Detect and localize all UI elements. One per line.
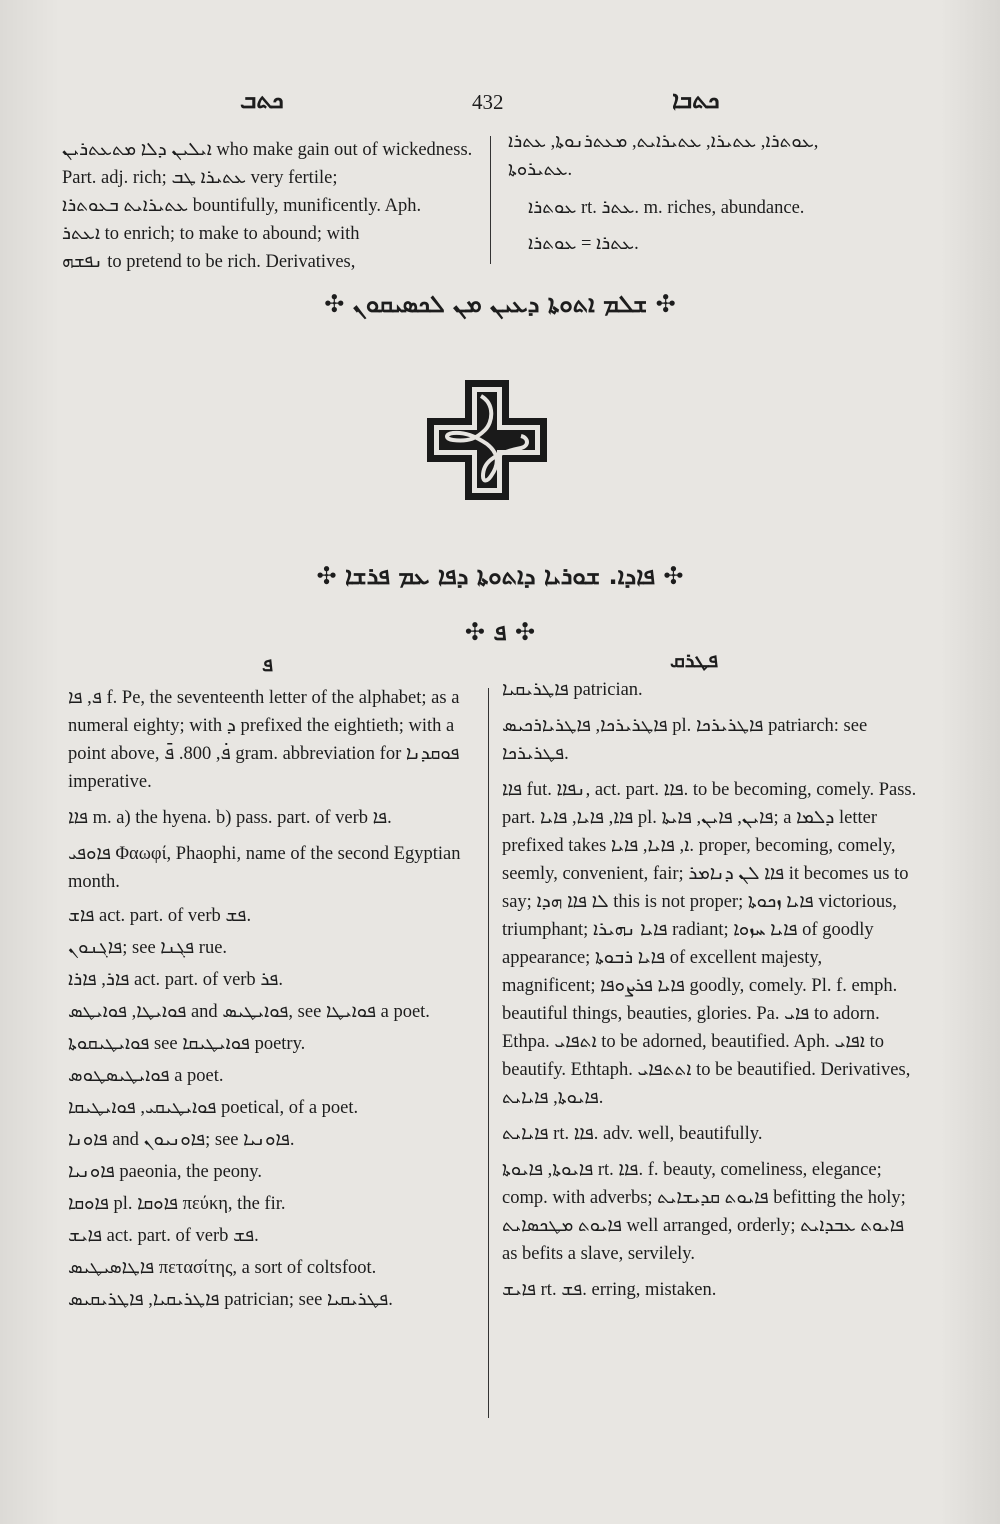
text-line: ܥܬܝܪܐܝܬ ܒܥܘܬܪܐ bountifully, munificently. Aph. (62, 196, 422, 216)
dictionary-entry: ܦܐܘܢܝܐ paeonia, the peony. (68, 1162, 262, 1182)
column-head-left: ܦ (262, 652, 273, 676)
section-begin-title: ✣ ܦܐܕܐ. ܫܘܪܝܐ ܕܐܬܘܬܐ ܕܦܐ ܥܡ ܦܪܫܐ ✣ (316, 562, 684, 590)
dictionary-entry: ܦܐܘܦܝ Φαωφί, Phaophi, name of the second Egyptian month. (68, 844, 461, 892)
dictionary-entry: ܦܐܛܪܝܩܝܐ patrician. (502, 680, 643, 700)
dictionary-entry: ܦܐܝܫ act. part. of verb ܦܫ. (68, 1226, 259, 1246)
text-line: ܥܬܝܪܘܬܐ. (508, 160, 573, 180)
column-divider (488, 688, 489, 1418)
header-left-word: ܟܬܒ (240, 88, 284, 114)
text-line: ܐܥܬܪ to enrich; to make to abound; with (62, 224, 360, 244)
dictionary-entry: ܦ, ܦܐ f. Pe, the seventeenth letter of the alphabet; as a numeral eighty; with ܕ prefixed the eightieth; with a point above, ܦ̇, 800. ܦ̄ gram. abbreviation for ܦܘܩܕܢܐ imperative. (68, 688, 460, 792)
section-end-title: ✣ ܫܠܡ ܐܬܘܬܐ ܕܥܝܢ ܡܢ ܠܟܣܝܩܘܢ ✣ (324, 290, 676, 318)
dictionary-entry: ܦܐܛܪܝܩܝܐ, ܦܐܛܪܝܩܝܣ patrician; see ܦܛܪܝܩܝܐ. (68, 1290, 393, 1310)
page-number: 432 (472, 90, 504, 114)
text-line: ܥܘܬܪܐ rt. ܥܬܪ. m. riches, abundance. (528, 198, 805, 218)
text-line: ܥܬܪܐ = ܥܘܬܪܐ. (528, 234, 639, 254)
header-right-word: ܟܬܒܐ (672, 88, 720, 114)
dictionary-entry: ܦܘܐܝܛܐ, ܦܘܐܝܛܣ and ܦܘܐܝܛܝܣ, see ܦܘܐܝܛܐ a poet. (68, 1002, 430, 1022)
dictionary-entry: ܦܐܘܢܐ and ܦܐܘܢܝܘܢ; see ܦܐܘܢܝܐ. (68, 1130, 295, 1150)
column-head-right: ܦܛܪܩ (670, 648, 719, 672)
dictionary-entry: ܦܐܐ fut. ܢܦܐܐ, act. part. ܦܐܐ. to be becoming, comely. Pass. part. ܦܐܐ, ܦܐܝܐ, ܦܐܝܐ pl. ܦܐܝܢ, ܦܐܝܢ, ܦܐܝܬܐ; a ܕܠܡܐ letter prefixed takes ܐ, ܦܐܝܐ, ܦܐܝܐ. proper, becoming, comely, seemly, convenient, fair; ܦܐܐ ܠܢ ܕܢܐܡܪ it becomes us to say; ܠܐ ܦܐܐ ܗܕܐ this is not proper; ܦܐܝܐ ܙܟܘܬܐ victorious, triumphant; ܦܐܝܐ ܢܗܝܪܐ radiant; ܦܐܝܐ ܚܙܘܐ of goodly appearance; ܦܐܝܐ ܪܒܘܬܐ of excellent majesty, magnificent; ܦܐܝܐ ܦܪܨܘܦܐ goodly, comely. Pl. f. emph. beautiful things, beauties, glories. Pa. ܦܐܝ to adorn. Ethpa. ܐܬܦܐܝ to be adorned, beautified. Aph. ܐܦܐܝ to beautify. Ethtaph. ܐܬܬܦܐܝ to be beautified. Derivatives, ܦܐܝܘܬܐ, ܦܐܝܐܝܬ. (502, 780, 917, 1108)
dictionary-entry: ܦܘܐܝܛܝܩܝ, ܦܘܐܝܛܝܩܐ poetical, of a poet. (68, 1098, 359, 1118)
dictionary-entry: ܦܘܐܝܛܝܩܘܬܐ see ܦܘܐܝܛܝܩܐ poetry. (68, 1034, 306, 1054)
dictionary-entry: ܦܐܘܩܐ pl. ܦܐܘܩܐ πεύκη, the fir. (68, 1194, 286, 1214)
dictionary-entry: ܦܐܛܐܣܝܛܝܣ πετασίτης, a sort of coltsfoot. (68, 1258, 377, 1278)
bottom-left-column (68, 684, 476, 1314)
text-line: ܢܦܫܗ to pretend to be rich. Derivatives, (62, 252, 356, 272)
section-letter: ✣ ܦ ✣ (464, 618, 536, 646)
ornamental-cross-icon (425, 378, 549, 502)
text-line: ܥܘܬܪܐ, ܥܬܝܪܐ, ܥܬܝܪܐܝܬ, ܡܥܬܪܢܘܬܐ, ܥܬܪܐ, (508, 132, 819, 152)
top-left-column (62, 136, 478, 276)
text-line: ܐܝܠܝܢ ܕܠܐ ܡܬܥܬܪܝܢ who make gain out of wickedness. (62, 140, 473, 160)
dictionary-entry: ܦܐܝܘܬܐ, ܦܐܝܘܬܐ rt. ܦܐܐ. f. beauty, comeliness, elegance; comp. with adverbs; ܦܐܝܘܬ ܩܕܝܫܐܝܬ befitting the holy; ܦܐܝܘܬ ܡܛܟܣܐܝܬ well arranged, orderly; ܦܐܝܘܬ ܥܒܕܐܝܬ as befits a slave, servilely. (502, 1160, 906, 1264)
bottom-right-column (502, 676, 920, 1304)
dictionary-entry: ܦܐܓܢܘܢ; see ܦܓܢܐ rue. (68, 938, 228, 958)
top-right-column (508, 128, 920, 258)
dictionary-entry: ܦܐܝܫ rt. ܦܫ. erring, mistaken. (502, 1280, 717, 1300)
running-header (60, 88, 940, 124)
dictionary-entry: ܦܐܐ m. a) the hyena. b) pass. part. of verb ܦܐ. (68, 808, 392, 828)
dictionary-entry: ܦܐܛܪܝܪܟܐ, ܦܐܛܪܝܐܪܟܝܣ pl. ܦܐܛܪܝܪܟܐ patriarch: see ܦܛܪܝܪܟܐ. (502, 716, 868, 764)
dictionary-entry: ܦܐܫ act. part. of verb ܦܫ. (68, 906, 252, 926)
column-divider (490, 136, 491, 264)
dictionary-entry: ܦܐܪ, ܦܐܪܐ act. part. of verb ܦܪ. (68, 970, 283, 990)
dictionary-entry: ܦܐܝܐܝܬ rt. ܦܐܐ. adv. well, beautifully. (502, 1124, 763, 1144)
dictionary-entry: ܦܘܐܝܛܝܣܛܘܣ a poet. (68, 1066, 224, 1086)
text-line: Part. adj. rich; ܥܬܝܪܐ ܛܒ very fertile; (62, 168, 338, 188)
